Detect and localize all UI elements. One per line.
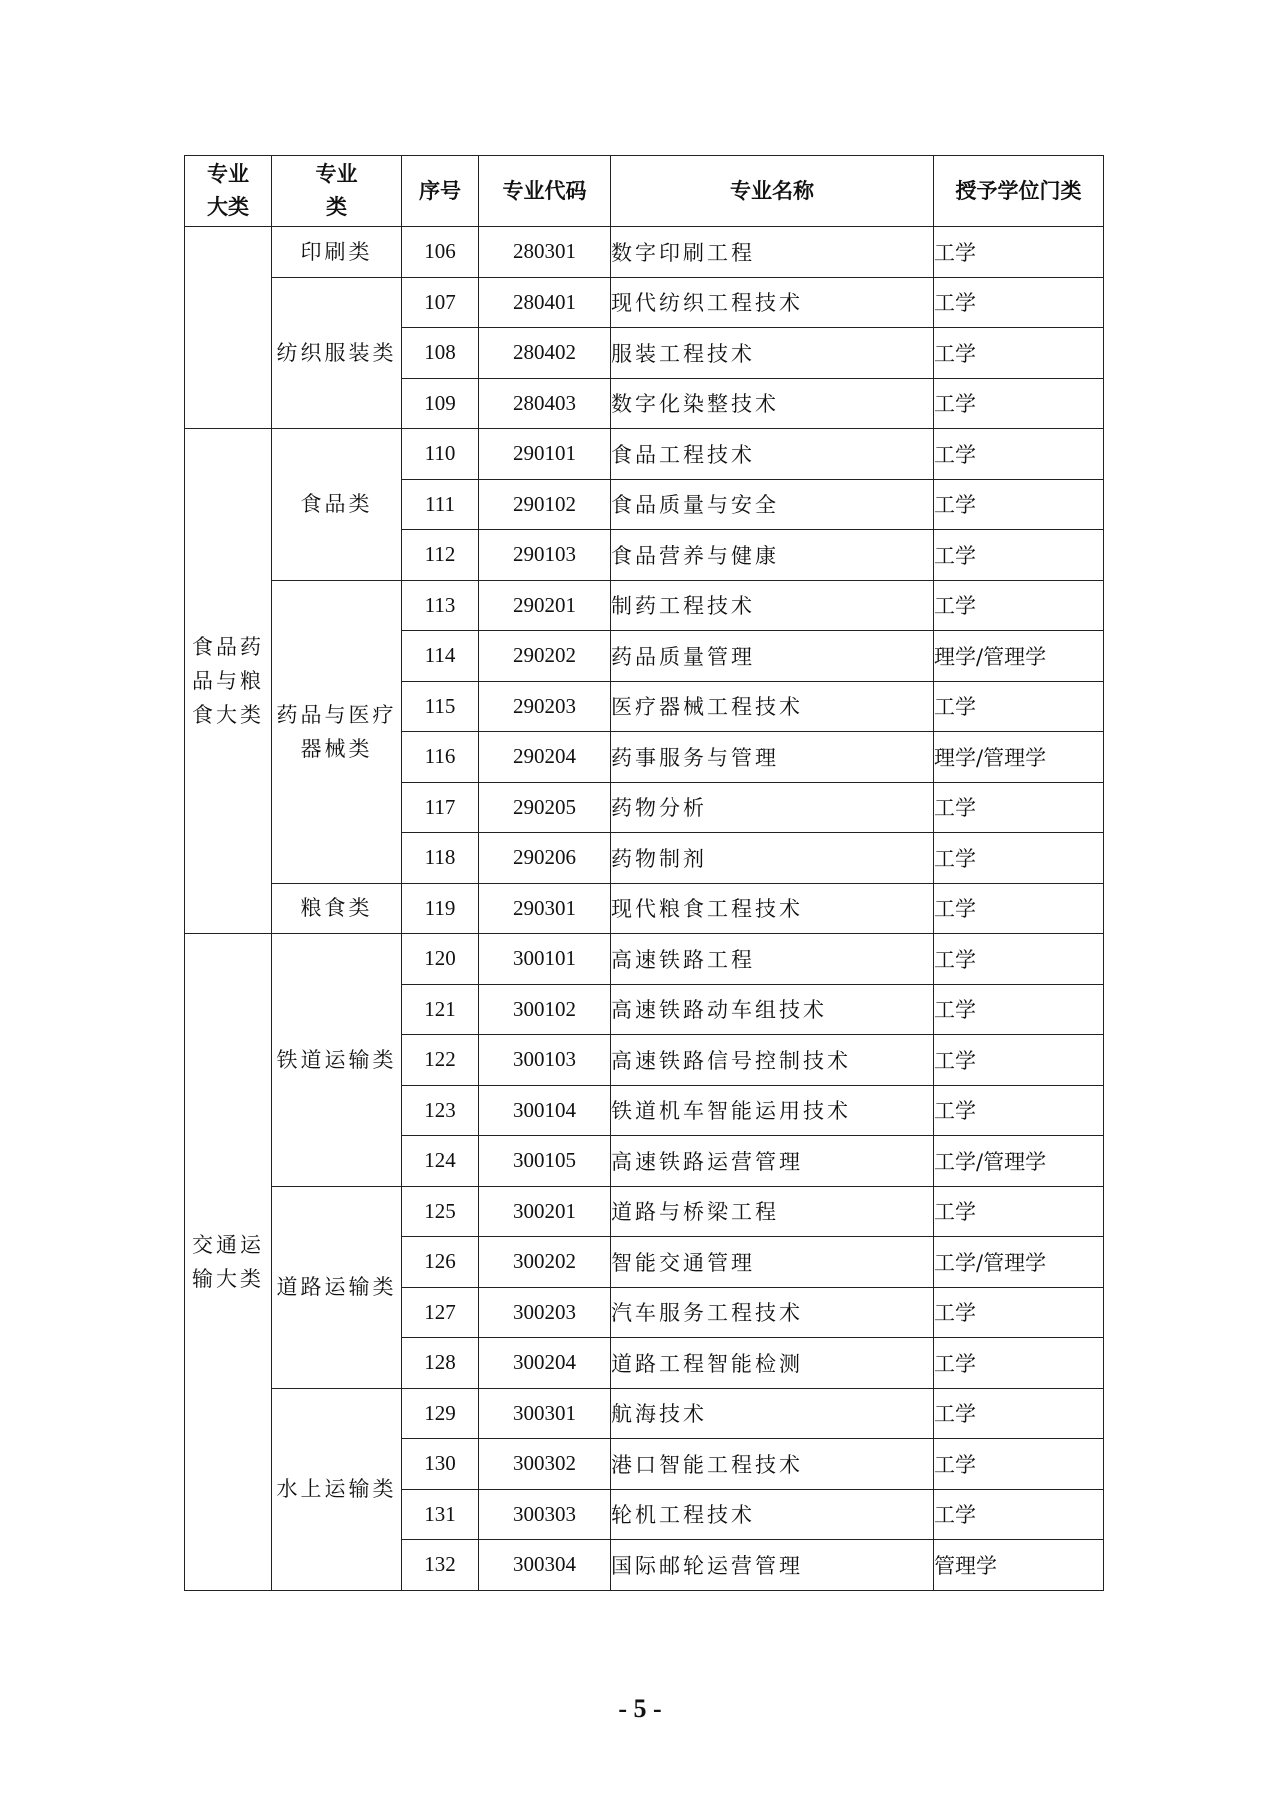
serial-no-cell: 125 [402, 1186, 479, 1237]
table-row [185, 934, 1104, 985]
major-code-cell: 300204 [479, 1338, 611, 1389]
major-code-cell: 300203 [479, 1287, 611, 1338]
major-code-cell: 300105 [479, 1136, 611, 1187]
major-category-cell [185, 227, 272, 429]
major-code-cell: 290101 [479, 429, 611, 480]
major-name-cell: 智能交通管理 [611, 1237, 934, 1288]
major-code-cell: 300302 [479, 1439, 611, 1490]
serial-no-cell: 110 [402, 429, 479, 480]
major-name-cell: 服装工程技术 [611, 328, 934, 379]
degree-cell: 工学 [934, 429, 1104, 480]
major-code-cell: 300103 [479, 1035, 611, 1086]
major-class-cell: 食品类 [272, 429, 402, 581]
serial-no-cell: 111 [402, 479, 479, 530]
header-major-code: 专业代码 [479, 156, 611, 227]
serial-no-cell: 109 [402, 378, 479, 429]
degree-cell: 工学/管理学 [934, 1136, 1104, 1187]
degree-cell: 工学 [934, 378, 1104, 429]
serial-no-cell: 132 [402, 1540, 479, 1591]
serial-no-cell: 116 [402, 732, 479, 783]
major-code-cell: 290203 [479, 681, 611, 732]
degree-cell: 工学 [934, 883, 1104, 934]
serial-no-cell: 122 [402, 1035, 479, 1086]
major-code-cell: 290102 [479, 479, 611, 530]
major-name-cell: 铁道机车智能运用技术 [611, 1085, 934, 1136]
major-category-cell: 交通运输大类 [185, 934, 272, 1591]
serial-no-cell: 112 [402, 530, 479, 581]
major-name-cell: 制药工程技术 [611, 580, 934, 631]
major-code-cell: 300104 [479, 1085, 611, 1136]
major-name-cell: 数字印刷工程 [611, 227, 934, 278]
major-class-cell: 铁道运输类 [272, 934, 402, 1187]
degree-cell: 工学 [934, 833, 1104, 884]
serial-no-cell: 129 [402, 1388, 479, 1439]
degree-cell: 工学 [934, 1186, 1104, 1237]
major-code-cell: 300202 [479, 1237, 611, 1288]
header-serial-no: 序号 [402, 156, 479, 227]
degree-cell: 工学 [934, 1489, 1104, 1540]
degree-cell: 工学 [934, 277, 1104, 328]
major-code-cell: 300101 [479, 934, 611, 985]
major-class-cell: 水上运输类 [272, 1388, 402, 1590]
table-row [185, 883, 1104, 934]
major-code-cell: 280401 [479, 277, 611, 328]
major-code-cell: 290301 [479, 883, 611, 934]
table-body [185, 227, 1104, 1591]
table-row [185, 1186, 1104, 1237]
major-code-cell: 290201 [479, 580, 611, 631]
degree-cell: 工学 [934, 1085, 1104, 1136]
major-name-cell: 航海技术 [611, 1388, 934, 1439]
serial-no-cell: 121 [402, 984, 479, 1035]
major-name-cell: 医疗器械工程技术 [611, 681, 934, 732]
serial-no-cell: 120 [402, 934, 479, 985]
major-name-cell: 道路工程智能检测 [611, 1338, 934, 1389]
major-code-cell: 280403 [479, 378, 611, 429]
serial-no-cell: 113 [402, 580, 479, 631]
major-name-cell: 数字化染整技术 [611, 378, 934, 429]
major-name-cell: 食品质量与安全 [611, 479, 934, 530]
major-name-cell: 现代粮食工程技术 [611, 883, 934, 934]
degree-cell: 工学 [934, 328, 1104, 379]
serial-no-cell: 106 [402, 227, 479, 278]
table-row [185, 429, 1104, 480]
degree-cell: 工学 [934, 580, 1104, 631]
serial-no-cell: 117 [402, 782, 479, 833]
serial-no-cell: 114 [402, 631, 479, 682]
degree-cell: 工学 [934, 681, 1104, 732]
serial-no-cell: 124 [402, 1136, 479, 1187]
major-code-cell: 290206 [479, 833, 611, 884]
serial-no-cell: 126 [402, 1237, 479, 1288]
degree-cell: 工学 [934, 934, 1104, 985]
header-major-name: 专业名称 [611, 156, 934, 227]
major-code-cell: 290103 [479, 530, 611, 581]
major-name-cell: 轮机工程技术 [611, 1489, 934, 1540]
major-class-cell: 纺织服装类 [272, 277, 402, 429]
degree-cell: 工学 [934, 1439, 1104, 1490]
header-row [185, 156, 1104, 227]
degree-cell: 理学/管理学 [934, 732, 1104, 783]
major-name-cell: 现代纺织工程技术 [611, 277, 934, 328]
header-major-class: 专业 类 [272, 156, 402, 227]
serial-no-cell: 108 [402, 328, 479, 379]
major-name-cell: 药物分析 [611, 782, 934, 833]
major-code-cell: 290202 [479, 631, 611, 682]
major-name-cell: 药事服务与管理 [611, 732, 934, 783]
major-name-cell: 高速铁路运营管理 [611, 1136, 934, 1187]
major-name-cell: 药品质量管理 [611, 631, 934, 682]
major-code-cell: 300301 [479, 1388, 611, 1439]
major-class-cell: 印刷类 [272, 227, 402, 278]
major-name-cell: 国际邮轮运营管理 [611, 1540, 934, 1591]
major-name-cell: 食品工程技术 [611, 429, 934, 480]
serial-no-cell: 131 [402, 1489, 479, 1540]
degree-cell: 理学/管理学 [934, 631, 1104, 682]
major-name-cell: 汽车服务工程技术 [611, 1287, 934, 1338]
major-name-cell: 高速铁路动车组技术 [611, 984, 934, 1035]
table-row [185, 1388, 1104, 1439]
degree-cell: 工学 [934, 1388, 1104, 1439]
serial-no-cell: 115 [402, 681, 479, 732]
major-code-cell: 300102 [479, 984, 611, 1035]
serial-no-cell: 127 [402, 1287, 479, 1338]
serial-no-cell: 123 [402, 1085, 479, 1136]
degree-cell: 工学 [934, 984, 1104, 1035]
degree-cell: 工学 [934, 1287, 1104, 1338]
degree-cell: 工学 [934, 479, 1104, 530]
major-name-cell: 食品营养与健康 [611, 530, 934, 581]
major-name-cell: 港口智能工程技术 [611, 1439, 934, 1490]
major-class-cell: 粮食类 [272, 883, 402, 934]
serial-no-cell: 130 [402, 1439, 479, 1490]
major-table [184, 155, 1104, 1591]
major-code-cell: 290204 [479, 732, 611, 783]
major-code-cell: 280301 [479, 227, 611, 278]
degree-cell: 工学 [934, 530, 1104, 581]
major-category-cell: 食品药品与粮食大类 [185, 429, 272, 934]
degree-cell: 工学 [934, 1338, 1104, 1389]
major-name-cell: 高速铁路信号控制技术 [611, 1035, 934, 1086]
header-degree: 授予学位门类 [934, 156, 1104, 227]
major-name-cell: 高速铁路工程 [611, 934, 934, 985]
table-row [185, 227, 1104, 278]
serial-no-cell: 128 [402, 1338, 479, 1389]
serial-no-cell: 118 [402, 833, 479, 884]
degree-cell: 管理学 [934, 1540, 1104, 1591]
degree-cell: 工学 [934, 1035, 1104, 1086]
degree-cell: 工学/管理学 [934, 1237, 1104, 1288]
table-row [185, 580, 1104, 631]
major-class-cell: 道路运输类 [272, 1186, 402, 1388]
major-code-cell: 280402 [479, 328, 611, 379]
serial-no-cell: 107 [402, 277, 479, 328]
major-code-cell: 300201 [479, 1186, 611, 1237]
serial-no-cell: 119 [402, 883, 479, 934]
major-code-cell: 290205 [479, 782, 611, 833]
degree-cell: 工学 [934, 227, 1104, 278]
major-class-cell: 药品与医疗器械类 [272, 580, 402, 883]
major-name-cell: 道路与桥梁工程 [611, 1186, 934, 1237]
major-name-cell: 药物制剂 [611, 833, 934, 884]
header-major-category: 专业 大类 [185, 156, 272, 227]
page-number: - 5 - [618, 1694, 662, 1723]
degree-cell: 工学 [934, 782, 1104, 833]
major-code-cell: 300303 [479, 1489, 611, 1540]
major-code-cell: 300304 [479, 1540, 611, 1591]
table-row [185, 277, 1104, 328]
